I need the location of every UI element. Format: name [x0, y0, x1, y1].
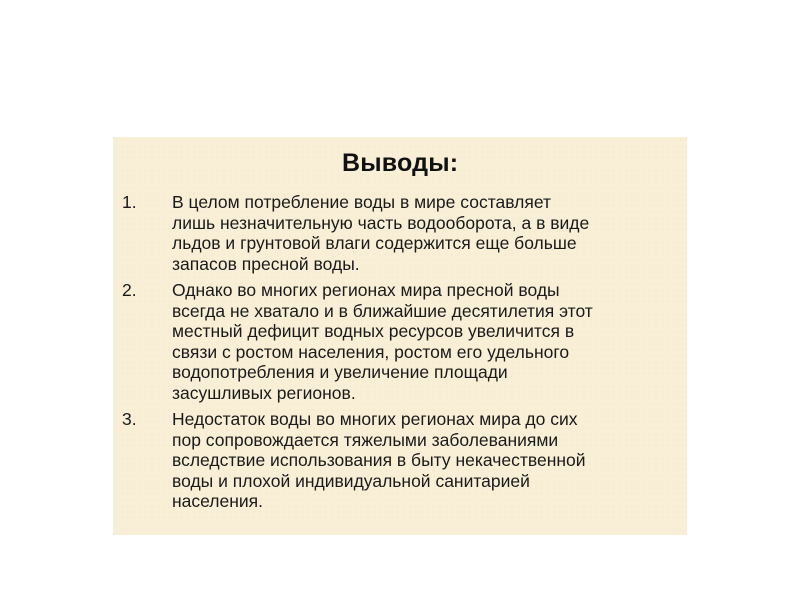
- list-item-text: Недостаток воды во многих регионах мира до сих пор сопровождается тяжелыми заболеваниями вследствие использования в быту некачественной воды и плохой индивидуальной санитарией населения.: [172, 409, 586, 511]
- slide: [113, 137, 687, 535]
- list-item-number: 1.: [122, 192, 137, 212]
- list-item-text: В целом потребление воды в мире составляет лишь незначительную часть водооборота, а в виде льдов и грунтовой влаги содержится еще больше запасов пресной воды.: [172, 192, 590, 274]
- list-item-text: Однако во многих регионах мира пресной воды всегда не хватало и в ближайшие десятилетия этот местный дефицит водных ресурсов увеличится в связи с ростом населения, ростом его удельного водопотребления и увеличение площади засушливых регионов.: [172, 280, 593, 403]
- list-item-number: 3.: [122, 409, 137, 429]
- slide-title: Выводы:: [342, 149, 459, 177]
- list-item-number: 2.: [122, 280, 137, 300]
- list-item: [122, 409, 682, 512]
- list-item: [122, 280, 682, 403]
- list-item: [122, 192, 682, 274]
- conclusions-list: [122, 192, 682, 518]
